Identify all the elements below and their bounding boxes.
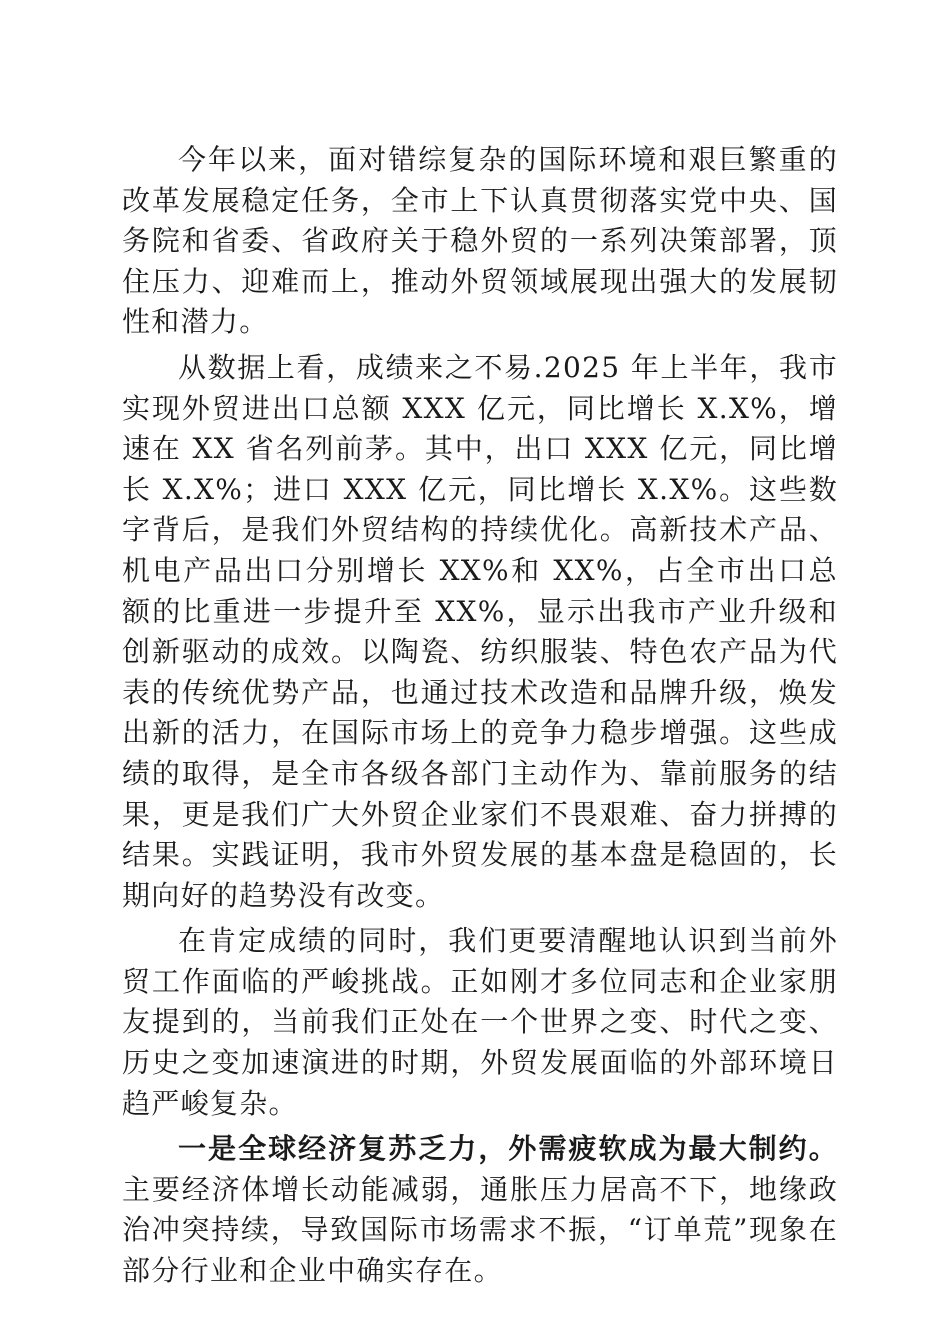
paragraph-data-review: 从数据上看，成绩来之不易.2025 年上半年，我市实现外贸进出口总额 XXX 亿元，同比增长 X.X%，增速在 XX 省名列前茅。其中，出口 XXX 亿元，同比增长 X.X%；进口 XXX 亿元，同比增长 X.X%。这些数字背后，是我们外贸结构的持续优化。高新技术产品、机电产品出口分别增长 XX%和 XX%，占全市出口总额的比重进一步提升至 XX%，显示出我市产业升级和创新驱动的成效。以陶瓷、纺织服装、特色农产品为代表的传统优势产品，也通过技术改造和品牌升级，焕发出新的活力，在国际市场上的竞争力稳步增强。这些成绩的取得，是全市各级各部门主动作为、靠前服务的结果，更是我们广大外贸企业家们不畏艰难、奋力拼搏的结果。实践证明，我市外贸发展的基本盘是稳固的，长期向好的趋势没有改变。 <box>122 350 838 912</box>
paragraph-lead-heading: 一是全球经济复苏乏力，外需疲软成为最大制约。 <box>178 1132 838 1166</box>
paragraph-body-text: 主要经济体增长动能减弱，通胀压力居高不下，地缘政治冲突持续，导致国际市场需求不振，“订单荒”现象在部分行业和企业中确实存在。 <box>122 1172 838 1288</box>
paragraph-intro: 今年以来，面对错综复杂的国际环境和艰巨繁重的改革发展稳定任务，全市上下认真贯彻落实党中央、国务院和省委、省政府关于稳外贸的一系列决策部署，顶住压力、迎难而上，推动外贸领域展现出强大的发展韧性和潜力。 <box>122 143 838 339</box>
paragraph-challenges: 在肯定成绩的同时，我们更要清醒地认识到当前外贸工作面临的严峻挑战。正如刚才多位同志和企业家朋友提到的，当前我们正处在一个世界之变、时代之变、历史之变加速演进的时期，外贸发展面临的外部环境日趋严峻复杂。 <box>122 924 838 1120</box>
paragraph-first-challenge <box>122 1129 838 1291</box>
document-body <box>122 140 838 1297</box>
